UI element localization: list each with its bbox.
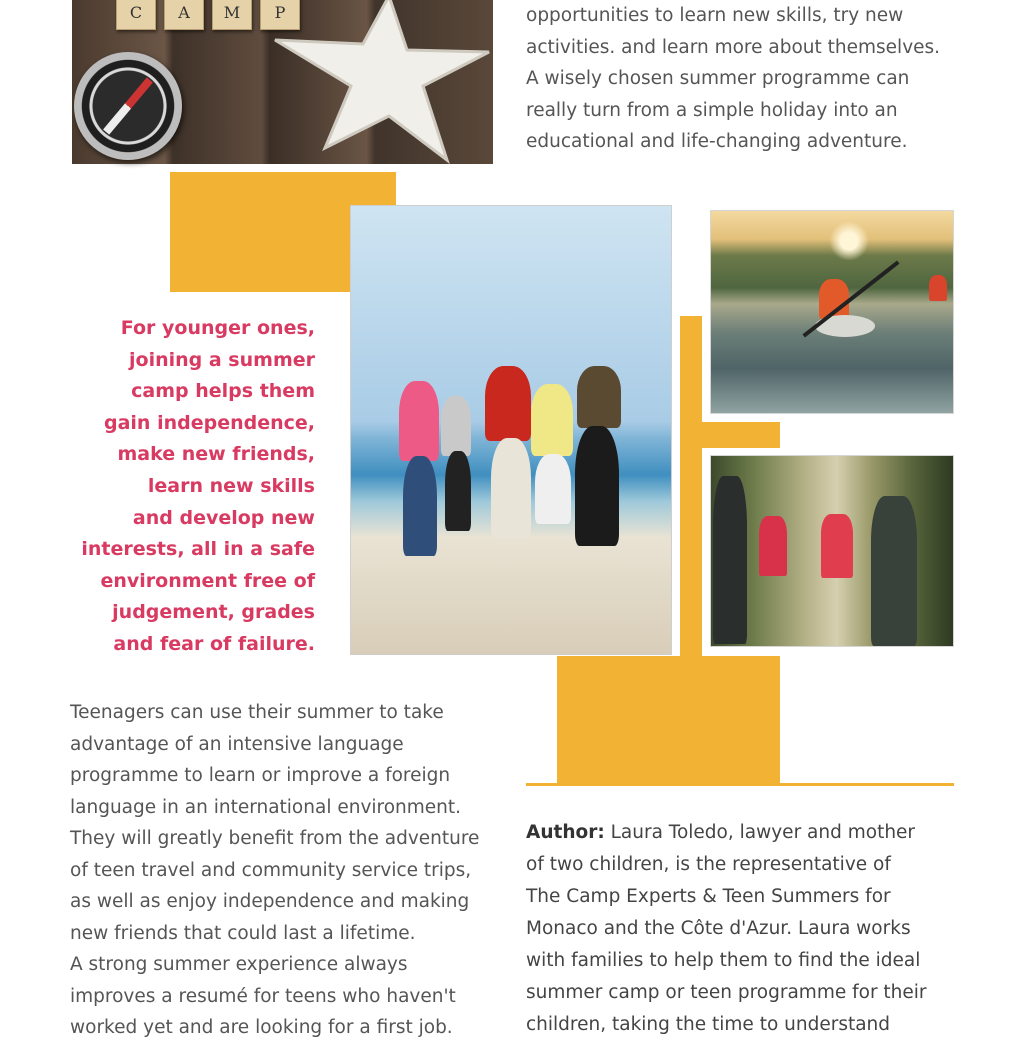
gold-tab-decoration [700, 422, 780, 448]
kayaking-sunset-photo [710, 210, 954, 414]
text-line: A strong summer experience always [70, 954, 408, 975]
hiker-figure [871, 496, 917, 646]
person-figure [441, 396, 471, 456]
quote-line: and fear of failure. [113, 632, 315, 655]
scrabble-tile: P [260, 0, 300, 30]
person-figure [403, 456, 437, 556]
text-line: children, taking the time to understand [526, 1014, 891, 1035]
pull-quote [60, 313, 315, 661]
scrabble-tile: C [116, 0, 156, 30]
text-line: A wisely chosen summer programme can [526, 68, 910, 89]
text-line [526, 817, 966, 849]
starfish-icon [267, 0, 497, 168]
person-figure [531, 384, 573, 456]
text-line: activities. and learn more about themselves. [526, 36, 941, 58]
quote-line: environment free of [100, 569, 315, 592]
text-line: opportunities to learn new skills, try new [526, 5, 904, 26]
author-label: Author: [526, 822, 605, 843]
text-line: The Camp Experts & Teen Summers for [526, 886, 891, 907]
person-figure [491, 438, 531, 538]
gold-bar-decoration [680, 316, 702, 706]
quote-line: camp helps them [131, 380, 315, 403]
quote-line: judgement, grades [112, 601, 315, 624]
quote-line: learn new skills [147, 474, 315, 497]
quote-line: For younger ones, [120, 317, 315, 339]
person-figure [485, 366, 531, 441]
person-figure [577, 366, 621, 428]
quote-line: joining a summer [129, 348, 315, 371]
text-line: language in an international environment. [70, 796, 462, 818]
person-figure [445, 451, 471, 531]
intro-paragraph [526, 0, 966, 158]
text-line: with families to help them to find the ideal [526, 950, 921, 971]
quote-line: gain independence, [104, 411, 315, 434]
gold-divider [526, 783, 954, 786]
quote-line: and develop new [132, 506, 315, 529]
person-figure [399, 381, 439, 461]
text-line: programme to learn or improve a foreign [70, 765, 451, 786]
sun-icon [829, 221, 869, 261]
hiker-figure [713, 476, 747, 644]
text-line: of two children, is the representative of [526, 854, 891, 875]
kayaker-figure [929, 275, 947, 301]
teens-jumping-beach-photo [350, 205, 672, 655]
forest-hiking-photo [710, 455, 954, 647]
quote-line: interests, all in a safe [81, 538, 315, 561]
text-line: summer camp or teen programme for their [526, 982, 927, 1003]
author-first-line: Laura Toledo, lawyer and mother [604, 822, 916, 843]
text-line: worked yet and are looking for a first job. [70, 1017, 453, 1038]
scrabble-tile: A [164, 0, 204, 30]
text-line: really turn from a simple holiday into an [526, 99, 898, 121]
backpack-icon [759, 516, 787, 576]
wood-compass-starfish-photo [72, 0, 493, 164]
text-line: Teenagers can use their summer to take [70, 702, 444, 723]
text-line: new friends that could last a lifetime. [70, 922, 416, 944]
text-line: advantage of an intensive language [70, 733, 404, 755]
text-line: Monaco and the Côte d'Azur. Laura works [526, 918, 911, 939]
scrabble-tile: M [212, 0, 252, 30]
gold-block-decoration [557, 656, 780, 784]
author-paragraph [526, 817, 966, 1041]
teenagers-paragraph [70, 697, 500, 1044]
text-line: of teen travel and community service trips, [70, 859, 472, 881]
text-line: improves a resumé for teens who haven't [70, 985, 456, 1007]
compass-icon [74, 52, 182, 160]
text-line: educational and life-changing adventure. [526, 131, 908, 152]
text-line: as well as enjoy independence and making [70, 891, 470, 912]
person-figure [535, 454, 571, 524]
text-line: They will greatly benefit from the adventure [70, 828, 480, 849]
quote-line: make new friends, [117, 443, 315, 466]
backpack-icon [821, 514, 853, 578]
person-figure [575, 426, 619, 546]
